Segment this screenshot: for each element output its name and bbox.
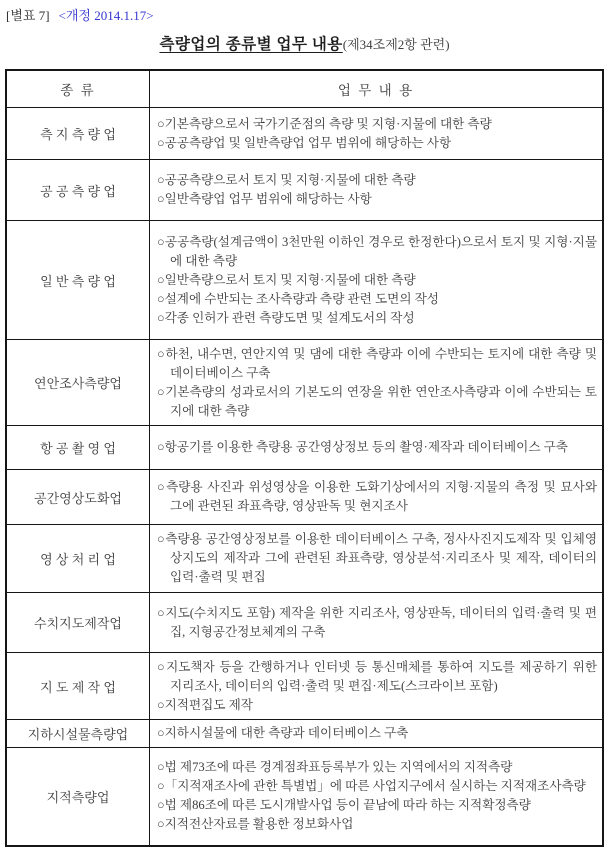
business-duties-cell xyxy=(150,653,604,720)
duty-item: ○기본측량의 성과로서의 기본도의 연장을 위한 연안조사측량과 이에 수반되는 토지에 대한 측량 xyxy=(157,384,597,418)
table-header-row xyxy=(6,70,603,108)
table-row xyxy=(6,720,603,748)
business-duties-cell xyxy=(150,470,604,525)
duty-item: ○각종 인허가 관련 측량도면 및 설계도서의 작성 xyxy=(157,310,415,325)
table-row xyxy=(6,525,603,593)
duty-item: ○기본측량으로서 국가기준점의 측량 및 지형·지물에 대한 측량 xyxy=(157,116,492,131)
table-row xyxy=(6,108,603,160)
annex-header xyxy=(0,0,609,24)
duty-item: ○측량용 사진과 위성영상을 이용한 도화기상에서의 지형·지물의 측정 및 묘사와 그에 관련된 좌표측량, 영상판독 및 현지조사 xyxy=(157,480,597,513)
revision-note: <개정 2014.1.17> xyxy=(58,8,154,23)
business-duties-cell xyxy=(150,720,604,748)
business-duties-cell xyxy=(150,593,604,653)
business-type-label: 공간영상도화업 xyxy=(6,470,150,525)
duty-item: ○항공기를 이용한 측량용 공간영상정보 등의 촬영·제작과 데이터베이스 구축 xyxy=(157,440,568,454)
business-duties-cell xyxy=(150,426,604,470)
business-type-label: 연안조사측량업 xyxy=(6,340,150,426)
duty-item: ○설계에 수반되는 조사측량과 측량 관련 도면의 작성 xyxy=(157,291,439,306)
business-type-label: 지적측량업 xyxy=(6,748,150,846)
table-row xyxy=(6,160,603,221)
table-row xyxy=(6,653,603,720)
table-row xyxy=(6,748,603,846)
duty-item: ○지하시설물에 대한 측량과 데이터베이스 구축 xyxy=(157,726,409,740)
duty-item: ○공공측량업 및 일반측량업 업무 범위에 해당하는 사항 xyxy=(157,135,452,150)
duty-item: ○공공측량(설계금액이 3천만원 이하인 경우로 한정한다)으로서 토지 및 지형·지물에 대한 측량 xyxy=(157,234,597,268)
duty-item: ○「지적재조사에 관한 특별법」에 따른 사업지구에서 실시하는 지적재조사측량 xyxy=(157,779,586,794)
business-type-label: 수치지도제작업 xyxy=(6,593,150,653)
duty-item: ○지도(수치지도 포함) 제작을 위한 지리조사, 영상판독, 데이터의 입력·출력 및 편집, 지형공간정보체계의 구축 xyxy=(157,605,597,639)
document-title-line xyxy=(0,32,609,54)
document-title-reference: (제34조제2항 관련) xyxy=(342,37,450,52)
duty-item: ○하천, 내수면, 연안지역 및 댐에 대한 측량과 이에 수반되는 토지에 대한 측량 및 데이터베이스 구축 xyxy=(157,346,597,380)
business-duties-cell xyxy=(150,340,604,426)
business-duties-cell xyxy=(150,108,604,160)
duty-item: ○일반측량업 업무 범위에 해당하는 사항 xyxy=(157,192,372,206)
business-type-label: 측 지 측 량 업 xyxy=(6,108,150,160)
business-duties-cell xyxy=(150,221,604,340)
duty-item: ○지적전산자료를 활용한 정보화사업 xyxy=(157,817,354,832)
business-duties-cell xyxy=(150,748,604,846)
column-header-content: 업 무 내 용 xyxy=(150,70,604,108)
table-row xyxy=(6,470,603,525)
business-duties-cell xyxy=(150,525,604,593)
duty-item: ○법 제86조에 따른 도시개발사업 등이 끝남에 따라 하는 지적확정측량 xyxy=(157,798,531,813)
business-type-label: 지 도 제 작 업 xyxy=(6,653,150,720)
business-type-label: 일 반 측 량 업 xyxy=(6,221,150,340)
column-header-type: 종 류 xyxy=(6,70,150,108)
business-duties-cell xyxy=(150,160,604,221)
table-row xyxy=(6,340,603,426)
duty-item: ○법 제73조에 따른 경계점좌표등록부가 있는 지역에서의 지적측량 xyxy=(157,760,513,775)
table-row xyxy=(6,593,603,653)
table-row xyxy=(6,426,603,470)
duty-item: ○공공측량으로서 토지 및 지형·지물에 대한 측량 xyxy=(157,173,416,187)
duty-item: ○측량용 공간영상정보를 이용한 데이터베이스 구축, 정사사진지도제작 및 입체영상지도의 제작과 그에 관련된 좌표측량, 영상분석·지리조사 및 제작, 데이터의 입력·출력 및 편집 xyxy=(157,532,597,584)
table-row xyxy=(6,221,603,340)
duty-item: ○지적편집도 제작 xyxy=(157,697,253,712)
business-type-label: 영 상 처 리 업 xyxy=(6,525,150,593)
duty-item: ○일반측량으로서 토지 및 지형·지물에 대한 측량 xyxy=(157,272,416,287)
survey-business-table xyxy=(5,69,604,847)
annex-label: [별표 7] xyxy=(6,8,50,23)
business-type-label: 항 공 촬 영 업 xyxy=(6,426,150,470)
business-type-label: 지하시설물측량업 xyxy=(6,720,150,748)
duty-item: ○지도책자 등을 간행하거나 인터넷 등 통신매체를 통하여 지도를 제공하기 위한 지리조사, 데이터의 입력·출력 및 편집·제도(스크라이브 포함) xyxy=(157,659,597,693)
document-title: 측량업의 종류별 업무 내용 xyxy=(159,36,343,53)
business-type-label: 공 공 측 량 업 xyxy=(6,160,150,221)
